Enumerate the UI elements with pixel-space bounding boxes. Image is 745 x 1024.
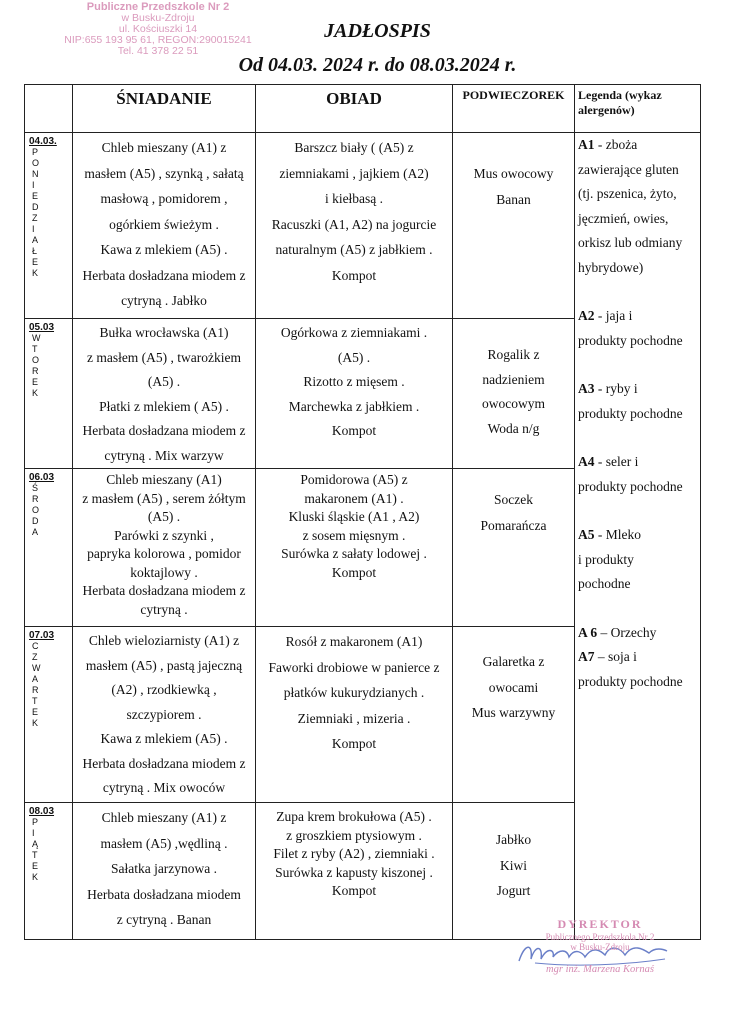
legend-gap (578, 353, 697, 377)
text-line: Herbata dosładzana miodem z (82, 583, 246, 598)
legend-gap (578, 597, 697, 621)
signature-stamp (510, 917, 690, 975)
text-line: O (32, 355, 40, 365)
header-lunch: OBIAD (256, 85, 453, 133)
text-line: E (32, 377, 39, 387)
header-snack: PODWIECZOREK (453, 85, 575, 133)
text-line: (A5) . (147, 374, 181, 389)
text-line: masłem (A5) , pastą jajeczną (85, 657, 243, 673)
text-line: Ś (32, 483, 39, 493)
text-line: Ą (32, 839, 39, 849)
text-line: masłem (A5) ,wędliną . (100, 835, 228, 851)
legend-cell (575, 133, 701, 940)
legend-line: A7 – soja i (578, 649, 637, 664)
legend-gap (578, 499, 697, 523)
snack-cell (453, 627, 575, 803)
text-line: Faworki drobiowe w panierce z (268, 659, 440, 675)
legend-list (578, 133, 697, 694)
text-line: Parówki z szynki , (114, 527, 214, 543)
text-line: Filet z ryby (A2) , ziemniaki . (273, 846, 435, 861)
text-line: cytryną . Mix owoców (102, 780, 226, 795)
text-line: cytryną . Mix warzyw (104, 447, 224, 463)
text-line: owocowym (482, 396, 545, 411)
text-line: Ł (32, 246, 38, 256)
text-line: Bułka wrocławska (A1) (99, 325, 229, 340)
text-line: z groszkiem ptysiowym . (286, 827, 422, 843)
breakfast-cell (73, 627, 256, 803)
text-line: owocami (488, 679, 539, 695)
text-line: Kluski śląskie (A1 , A2) (288, 509, 420, 524)
text-line: Z (32, 213, 38, 223)
text-line: K (32, 872, 39, 882)
legend-code: A3 (578, 381, 595, 396)
legend-code: A5 (578, 527, 595, 542)
text-line: D (32, 516, 39, 526)
stamp-line: NIP:655 193 95 61, REGON:290015241 (64, 34, 252, 46)
text-line: (A5) . (147, 509, 181, 524)
text-line: ogórkiem świeżym . (109, 216, 219, 232)
text-line: Banan (496, 191, 531, 207)
text-line: T (32, 344, 38, 354)
text-line: Kompot (331, 736, 377, 751)
legend-line: A5 - Mleko (578, 527, 641, 542)
text-line: T (32, 850, 38, 860)
text-line: Soczek (494, 492, 533, 507)
text-line: Barszcz biały ( (A5) z (294, 140, 414, 155)
legend-line: zawierające gluten (578, 161, 679, 177)
day-name (32, 641, 72, 729)
text-line: O (32, 505, 40, 515)
text-line: I (32, 180, 35, 190)
text-line: I (32, 828, 35, 838)
text-line: Chleb mieszany (A1) z (101, 810, 227, 825)
text-line: A (32, 674, 39, 684)
text-line: z masłem (A5) , twarożkiem (86, 349, 242, 365)
menu-table (24, 84, 701, 940)
signature-title: DYREKTOR (557, 917, 643, 931)
legend-code: A1 (578, 137, 595, 152)
text-line: T (32, 696, 38, 706)
legend-line: A1 - zboża (578, 137, 638, 152)
text-line: K (32, 718, 39, 728)
text-line: P (32, 817, 39, 827)
breakfast-cell (73, 319, 256, 469)
legend-code: A2 (578, 308, 595, 323)
text-line: Kawa z mlekiem (A5) . (100, 242, 228, 257)
legend-line: produkty pochodne (578, 332, 683, 348)
header-row (25, 85, 701, 133)
legend-line: i produkty (578, 551, 634, 567)
text-line: Chleb wieloziarnisty (A1) z (88, 633, 240, 648)
text-line: W (32, 333, 41, 343)
signature-institution: w Busku-Zdroju (570, 942, 630, 952)
text-line: Pomarańcza (480, 517, 547, 533)
legend-line: produkty pochodne (578, 478, 683, 494)
legend-line: orkisz lub odmiany (578, 235, 683, 250)
text-line: Ziemniaki , mizeria . (297, 710, 411, 726)
stamp-line: Tel. 41 378 22 51 (117, 45, 199, 57)
table-row (25, 133, 701, 319)
text-line: E (32, 707, 39, 717)
legend-gap (578, 426, 697, 450)
signature-institution: Publicznego Przedszkola Nr 2 (545, 932, 655, 942)
text-line: masłową , pomidorem , (100, 191, 228, 206)
text-line: nadzieniem (482, 371, 545, 387)
legend-line: produkty pochodne (578, 673, 683, 689)
text-line: Kawa z mlekiem (A5) . (100, 731, 228, 746)
text-line: Herbata dosładzana miodem (87, 886, 241, 902)
text-line: Racuszki (A1, A2) na jogurcie (271, 216, 437, 232)
text-line: Ogórkowa z ziemniakami . (280, 325, 428, 340)
page-title: JADŁOSPIS (324, 20, 431, 42)
legend-line: (tj. pszenica, żyto, (578, 186, 677, 201)
text-line: Kompot (331, 423, 377, 438)
text-line: C (32, 641, 39, 651)
text-line: P (32, 147, 39, 157)
text-line: Pomidorowa (A5) z (300, 472, 408, 487)
text-line: Kompot (331, 564, 377, 580)
text-line: E (32, 191, 39, 201)
day-name (32, 483, 72, 538)
day-date: 06.03 (29, 472, 55, 483)
day-cell (25, 319, 73, 469)
header-breakfast: ŚNIADANIE (73, 85, 256, 133)
text-line: I (32, 224, 35, 234)
lunch-cell (256, 627, 453, 803)
legend-code: A4 (578, 454, 595, 469)
text-line: Surówka z sałaty lodowej . (281, 546, 427, 561)
text-line: Kiwi (500, 857, 527, 873)
text-line: Kompot (331, 883, 377, 898)
legend-code: A 6 (578, 624, 598, 640)
text-line: cytryną . Jabłko (121, 293, 207, 308)
snack-cell (453, 133, 575, 319)
legend-code: A7 (578, 649, 595, 664)
text-line: Chleb mieszany (A1) (106, 472, 222, 487)
text-line: i kiełbasą . (324, 191, 384, 206)
legend-line: A4 - seler i (578, 454, 639, 469)
snack-cell (453, 469, 575, 627)
text-line: Jabłko (495, 832, 532, 847)
text-line: płatków kukurydzianych . (283, 685, 425, 700)
legend-line: jęczmień, owies, (578, 210, 669, 226)
day-date: 08.03 (29, 806, 55, 817)
breakfast-cell (73, 133, 256, 319)
text-line: Jogurt (496, 883, 531, 898)
text-line: Rizotto z mięsem . (303, 374, 405, 389)
day-name (32, 147, 72, 279)
day-name (32, 333, 72, 399)
text-line: K (32, 268, 39, 278)
text-line: R (32, 366, 39, 376)
breakfast-cell (73, 803, 256, 940)
text-line: szczypiorem . (126, 706, 202, 722)
text-line: ziemniakami , jajkiem (A2) (279, 165, 429, 181)
text-line: Zupa krem brokułowa (A5) . (276, 809, 432, 824)
text-line: Chleb mieszany (A1) z (101, 140, 227, 155)
text-line: Surówka z kapusty kiszonej . (275, 864, 433, 880)
day-cell (25, 469, 73, 627)
day-cell (25, 627, 73, 803)
text-line: (A2) , rzodkiewką , (111, 682, 217, 697)
legend-line: pochodne (578, 576, 631, 591)
text-line: makaronem (A1) . (304, 490, 404, 506)
day-date: 07.03 (29, 630, 55, 641)
text-line: Marchewka z jabłkiem . (288, 398, 420, 414)
legend-line: A 6 – Orzechy (578, 624, 657, 640)
text-line: Mus warzywny (471, 705, 556, 720)
day-cell (25, 803, 73, 940)
text-line: Herbata dosładzana miodem z (82, 267, 246, 283)
legend-line: hybrydowe) (578, 259, 644, 275)
text-line: D (32, 202, 39, 212)
header-day (25, 85, 73, 133)
page-subtitle: Od 04.03. 2024 r. do 08.03.2024 r. (238, 54, 517, 76)
day-cell (25, 133, 73, 319)
day-date: 05.03 (29, 322, 55, 333)
text-line: Herbata dosładzana miodem z (82, 423, 246, 438)
text-line: R (32, 494, 39, 504)
text-line: Kompot (331, 267, 377, 283)
text-line: A (32, 235, 39, 245)
lunch-cell (256, 803, 453, 940)
text-line: (A5) . (337, 349, 371, 365)
text-line: R (32, 685, 39, 695)
text-line: papryka kolorowa , pomidor (87, 546, 241, 561)
legend-line: A2 - jaja i (578, 308, 633, 323)
lunch-cell (256, 469, 453, 627)
text-line: Galaretka z (482, 654, 545, 669)
text-line: naturalnym (A5) z jabłkiem . (275, 242, 433, 257)
snack-cell (453, 319, 575, 469)
text-line: Rosół z makaronem (A1) (285, 634, 423, 649)
breakfast-cell (73, 469, 256, 627)
text-line: z sosem mięsnym . (302, 527, 406, 543)
text-line: Rogalik z (487, 347, 540, 362)
text-line: Z (32, 652, 38, 662)
day-date: 04.03. (29, 136, 57, 147)
text-line: z masłem (A5) , serem żółtym (82, 490, 246, 506)
text-line: K (32, 388, 39, 398)
text-line: E (32, 257, 39, 267)
text-line: O (32, 158, 40, 168)
text-line: W (32, 663, 41, 673)
text-line: koktajlowy . (130, 564, 198, 580)
text-line: Sałatka jarzynowa . (110, 861, 218, 876)
text-line: N (32, 169, 39, 179)
text-line: Woda n/g (487, 420, 540, 436)
lunch-cell (256, 133, 453, 319)
legend-gap (578, 280, 697, 304)
text-line: Herbata dosładzana miodem z (82, 755, 246, 771)
legend-line: produkty pochodne (578, 405, 683, 421)
lunch-cell (256, 319, 453, 469)
day-name (32, 817, 72, 883)
stamp-line: w Busku-Zdroju (121, 12, 195, 24)
text-line: Płatki z mlekiem ( A5) . (99, 398, 229, 414)
signature-name: mgr inż. Marzena Kornaś (546, 964, 654, 975)
stamp-line: ul. Kościuszki 14 (118, 23, 198, 35)
text-line: A (32, 527, 39, 537)
text-line: Mus owocowy (473, 166, 554, 181)
header-legend: Legenda (wykaz alergenów) (575, 85, 701, 133)
stamp-line: Publiczne Przedszkole Nr 2 (86, 1, 230, 13)
text-line: masłem (A5) , szynką , sałatą (84, 165, 244, 181)
legend-line: A3 - ryby i (578, 381, 638, 396)
text-line: E (32, 861, 39, 871)
text-line: z cytryną . Banan (116, 912, 212, 927)
text-line: cytryną . (140, 601, 188, 617)
